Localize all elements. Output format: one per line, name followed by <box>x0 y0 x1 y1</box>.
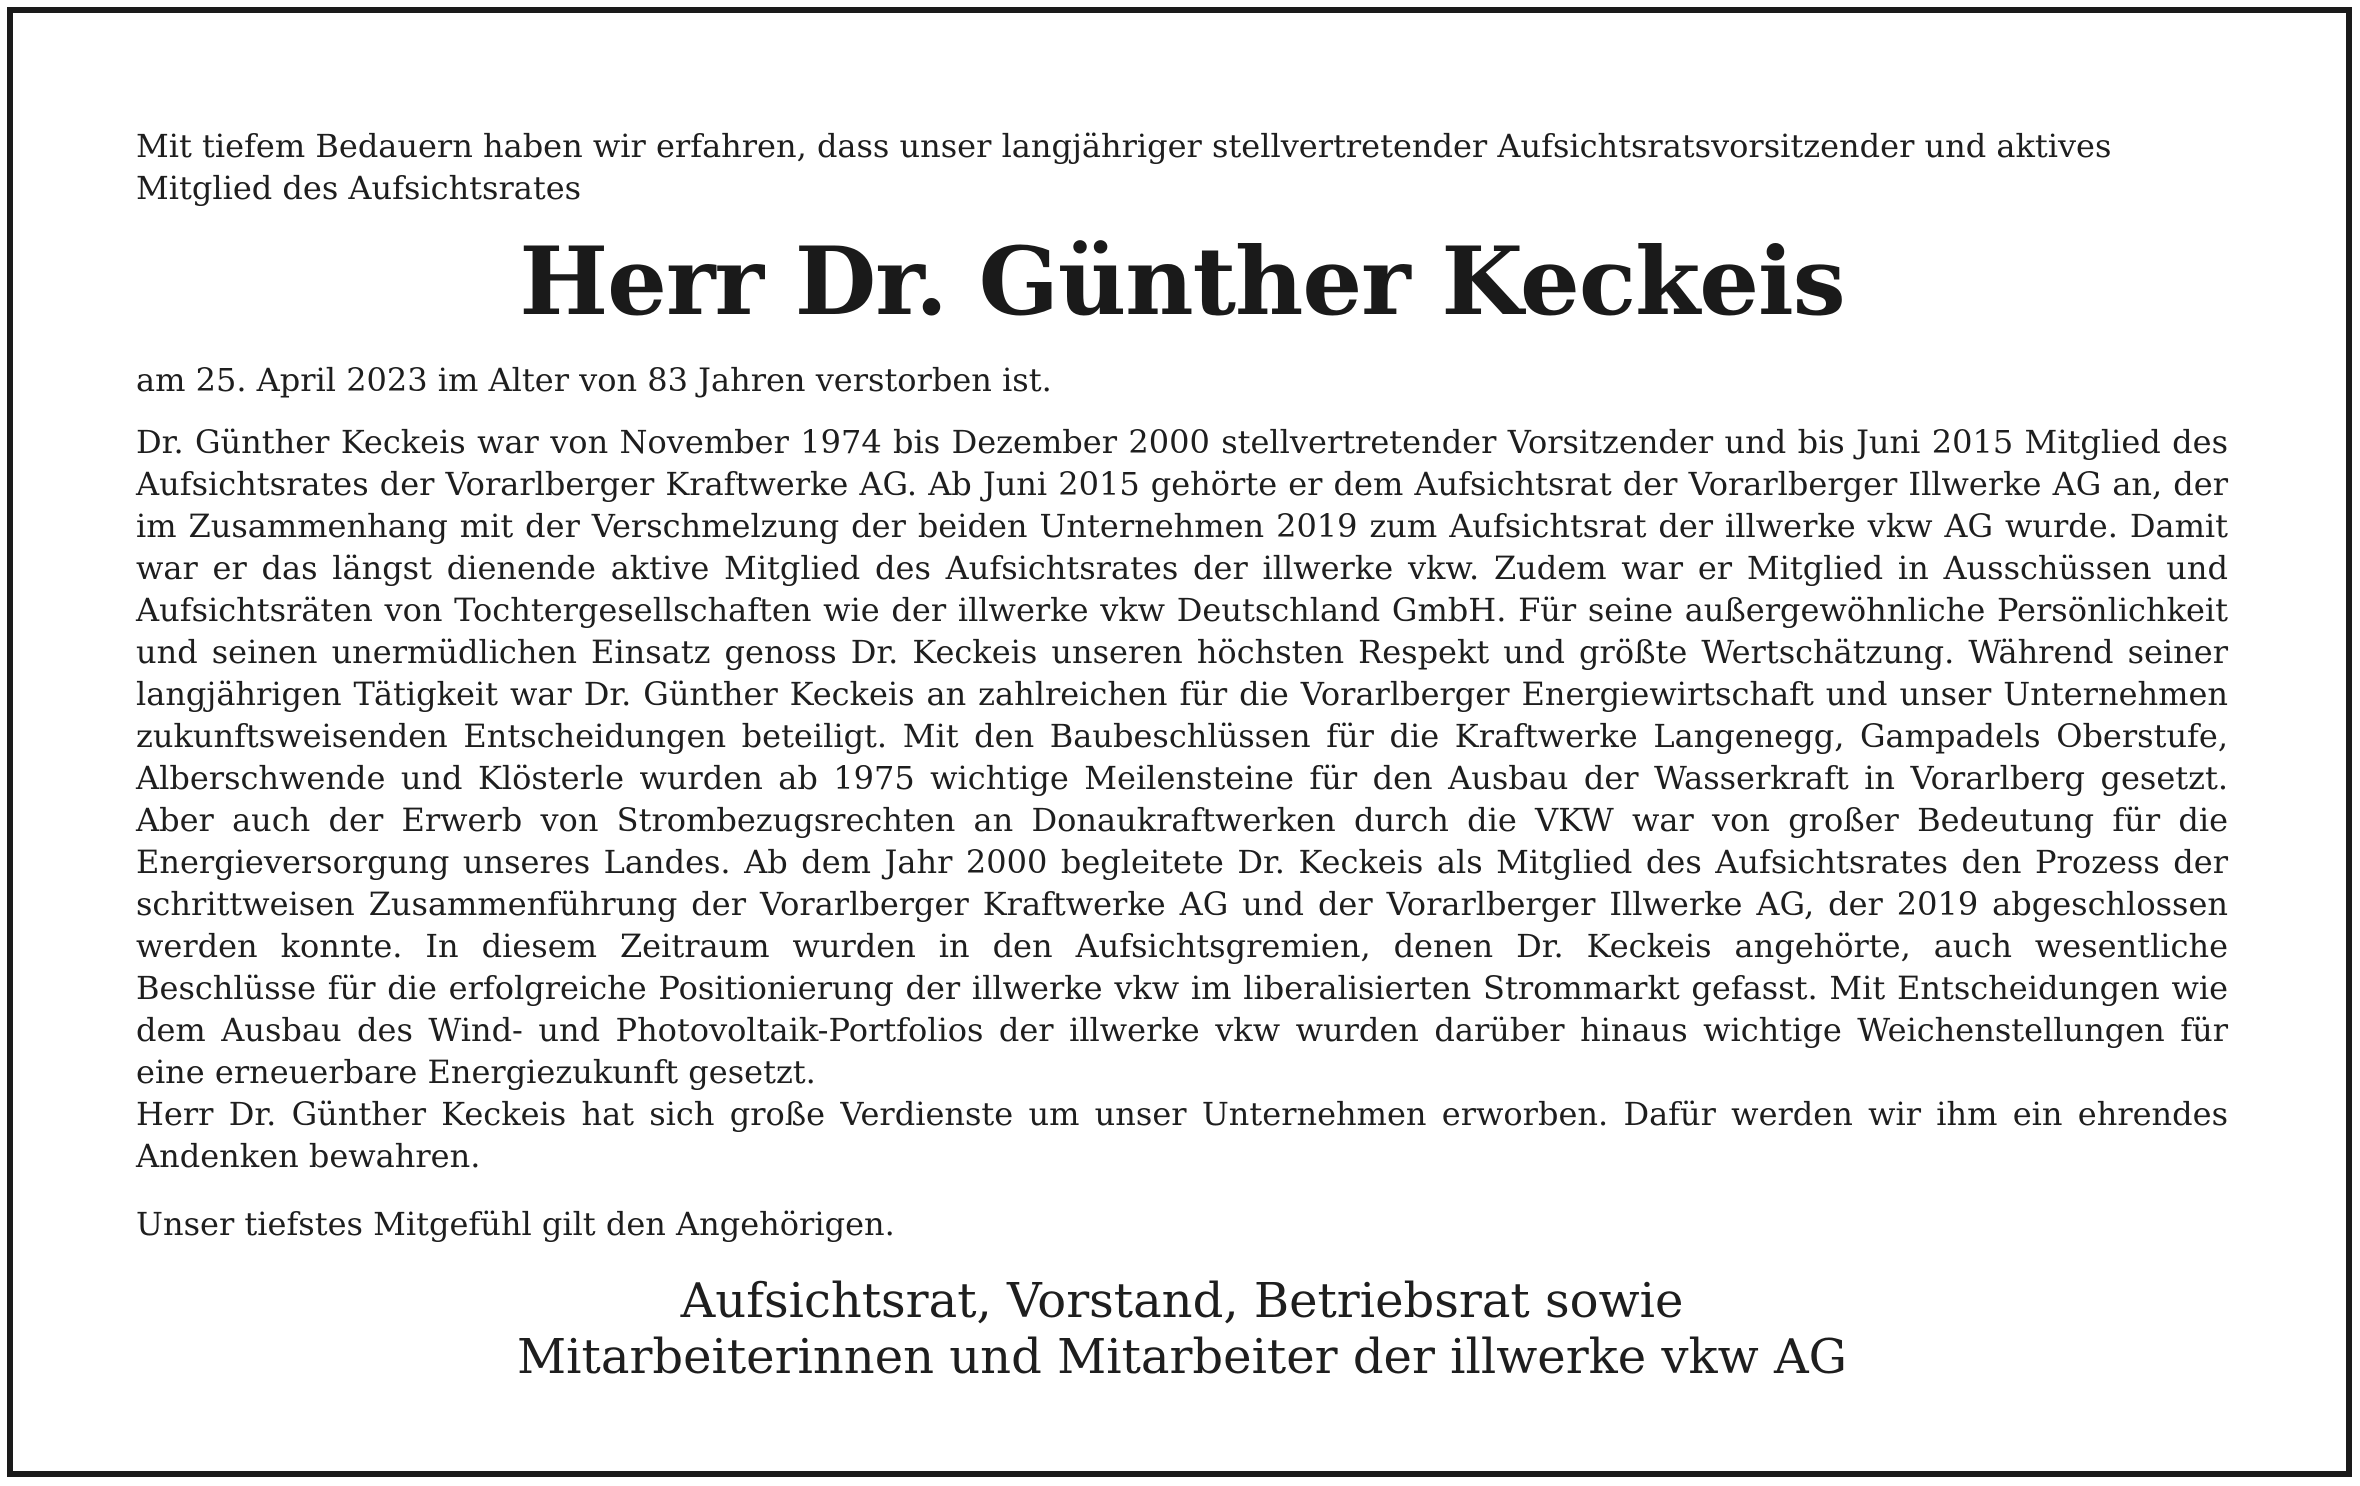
intro-text: Mit tiefem Bedauern haben wir erfahren, dass unser langjähriger stellvertretender Aufsichtsratsvorsitzender und aktives Mitglied des Aufsichtsrates <box>136 127 2112 207</box>
signature-line-2: Mitarbeiterinnen und Mitarbeiter der illwerke vkw AG <box>517 1329 1847 1385</box>
deceased-name: Herr Dr. Günther Keckeis <box>519 227 1845 337</box>
obituary-notice <box>136 125 2228 1385</box>
death-date-line: am 25. April 2023 im Alter von 83 Jahren verstorben ist. <box>136 361 1052 399</box>
body-paragraph-career: Dr. Günther Keckeis war von November 1974 bis Dezember 2000 stellvertretender Vorsitzender und bis Juni 2015 Mitglied des Aufsichtsrates der Vorarlberger Kraftwerke AG. Ab Juni 2015 gehörte er dem Aufsichtsrat der Vorarlberger Illwerke AG an, der im Zusammenhang mit der Verschmelzung der beiden Unternehmen 2019 zum Aufsichtsrat der illwerke vkw AG wurde. Damit war er das längst dienende aktive Mitglied des Aufsichtsrates der illwerke vkw. Zudem war er Mitglied in Ausschüssen und Aufsichtsräten von Tochtergesellschaften wie der illwerke vkw Deutschland GmbH. Für seine außergewöhnliche Persönlichkeit und seinen unermüdlichen Einsatz genoss Dr. Keckeis unseren höchsten Respekt und größte Wertschätzung. Während seiner langjährigen Tätigkeit war Dr. Günther Keckeis an zahlreichen für die Vorarlberger Energiewirtschaft und unser Unternehmen zukunftsweisenden Entscheidungen beteiligt. Mit den Baubeschlüssen für die Kraftwerke Langenegg, Gampadels Oberstufe, Alberschwende und Klösterle wurden ab 1975 wichtige Meilensteine für den Ausbau der Wasserkraft in Vorarlberg gesetzt. Aber auch der Erwerb von Strombezugsrechten an Donaukraftwerken durch die VKW war von großer Bedeutung für die Energieversorgung unseres Landes. Ab dem Jahr 2000 begleitete Dr. Keckeis als Mitglied des Aufsichtsrates den Prozess der schrittweisen Zusammenführung der Vorarlberger Kraftwerke AG und der Vorarlberger Illwerke AG, der 2019 abgeschlossen werden konnte. In diesem Zeitraum wurden in den Aufsichtsgremien, denen Dr. Keckeis angehörte, auch wesentliche Beschlüsse für die erfolgreiche Positionierung der illwerke vkw im liberalisierten Strommarkt gefasst. Mit Entscheidungen wie dem Ausbau des Wind- und Photovoltaik-Portfolios der illwerke vkw wurden darüber hinaus wichtige Weichenstellungen für eine erneuerbare Energiezukunft gesetzt. <box>136 423 2228 1091</box>
body-paragraph-tribute: Herr Dr. Günther Keckeis hat sich große Verdienste um unser Unternehmen erworben. Dafür werden wir ihm ein ehrendes Andenken bewahren. <box>136 1095 2228 1175</box>
sympathy-line: Unser tiefstes Mitgefühl gilt den Angehörigen. <box>136 1205 895 1243</box>
signature-line-1: Aufsichtsrat, Vorstand, Betriebsrat sowie <box>680 1273 1684 1329</box>
signature-block <box>136 1273 2228 1385</box>
